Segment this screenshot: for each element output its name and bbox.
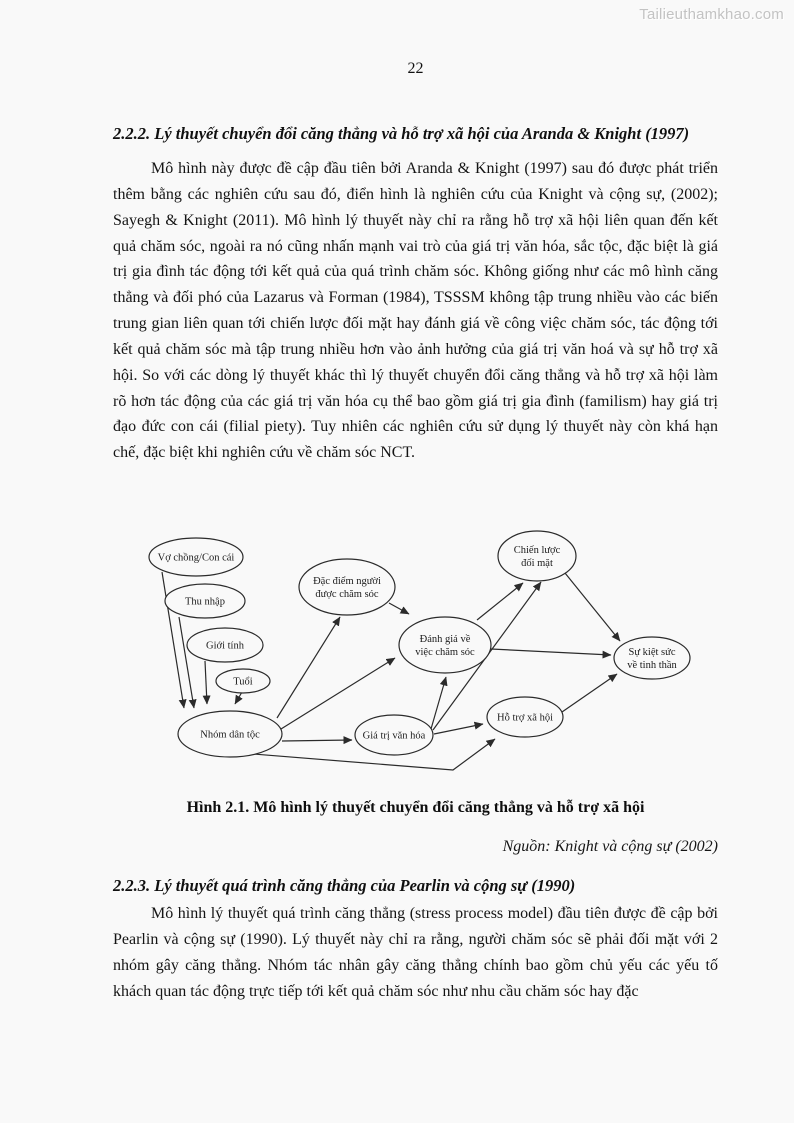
page-number: 22 — [407, 60, 424, 77]
node-ho-tro-xa-hoi — [487, 697, 563, 737]
node-label-tuoi: Tuổi — [233, 676, 253, 688]
node-tuoi — [216, 669, 270, 693]
node-label-ho-tro-xa-hoi: Hỗ trợ xã hội — [496, 712, 554, 724]
edge-ho-tro-to-su-kiet-suc — [562, 674, 617, 712]
node-nhom-dan-toc — [178, 711, 282, 757]
section-2-2-2 — [113, 120, 718, 466]
edge-danh-gia-to-chien-luoc — [477, 583, 523, 620]
node-label-vo-chong-con-cai: Vợ chồng/Con cái — [157, 552, 235, 564]
edge-gia-tri-to-danh-gia — [431, 677, 446, 729]
watermark: Tailieuthamkhao.com — [639, 6, 784, 23]
section-2-2-3-heading: 2.2.3. Lý thuyết quá trình căng thẳng của Pearlin và cộng sự (1990) — [113, 876, 576, 895]
section-2-2-2-heading: 2.2.2. Lý thuyết chuyển đổi căng thẳng và hỗ trợ xã hội của Aranda & Knight (1997) — [113, 124, 690, 143]
node-danh-gia-ve-viec-cham-soc — [399, 617, 491, 673]
edge-gia-tri-to-ho-tro — [434, 724, 483, 734]
diagram-nodes — [149, 531, 690, 757]
edge-gioi-tinh-to-nhom-dan-toc — [205, 661, 207, 704]
node-su-kiet-suc-ve-tinh-than — [614, 637, 690, 679]
node-thu-nhap — [165, 584, 245, 618]
edge-nhom-dan-toc-to-dac-diem — [277, 617, 340, 718]
node-label-gioi-tinh: Giới tính — [206, 640, 244, 652]
node-label-thu-nhap: Thu nhập — [185, 596, 225, 608]
section-2-2-2-paragraph: Mô hình này được đề cập đầu tiên bởi Aranda & Knight (1997) sau đó được phát triển thêm bằng các nghiên cứu sau đó, điển hình là nghiên cứu của Knight và cộng sự, (2002); Sayegh & Knight (2011). Mô hình lý thuyết này chỉ ra rằng hỗ trợ xã hội liên quan đến kết quả chăm sóc, ngoài ra nó cũng nhấn mạnh vai trò của giá trị văn hóa, sắc tộc, đặc biệt là giá trị gia đình tác động tới kết quả của quá trình chăm sóc. Không giống như các mô hình căng thẳng và đối phó của Lazarus và Forman (1984), TSSSM không tập trung nhiều vào các biến trung gian liên quan tới chiến lược đối mặt hay đánh giá về công việc chăm sóc, tác động tới kết quả chăm sóc mà tập trung nhiều hơn vào ảnh hưởng của giá trị văn hoá và sự hỗ trợ xã hội. So với các dòng lý thuyết khác thì lý thuyết chuyển đổi căng thẳng và hỗ trợ xã hội làm rõ hơn tác động của các giá trị văn hóa cụ thể bao gồm giá trị gia đình (familism) hay giá trị đạo đức con cái (filial piety). Tuy nhiên các nghiên cứu sử dụng lý thuyết này còn khá hạn chế, đặc biệt khi nghiên cứu về chăm sóc NCT. — [113, 160, 718, 462]
node-chien-luoc-doi-mat — [498, 531, 576, 581]
node-label-gia-tri-van-hoa: Giá trị văn hóa — [362, 730, 426, 742]
edge-dac-diem-to-danh-gia — [389, 603, 409, 614]
edge-tuoi-to-nhom-dan-toc — [235, 692, 242, 704]
node-label-nhom-dan-toc: Nhóm dân tộc — [200, 729, 260, 741]
figure-2-1-diagram — [145, 525, 703, 785]
edge-nhom-dan-toc-to-gia-tri — [282, 740, 352, 741]
section-2-2-3-paragraph: Mô hình lý thuyết quá trình căng thẳng (stress process model) đầu tiên được đề cập bởi Pearlin và cộng sự (1990). Lý thuyết này chỉ ra rằng, người chăm sóc sẽ phải đối mặt với 2 nhóm gây căng thẳng. Nhóm tác nhân gây căng thẳng chính bao gồm chủ yếu các yếu tố khách quan tác động trực tiếp tới kết quả chăm sóc như nhu cầu chăm sóc hay đặc — [113, 905, 718, 1000]
node-label-chien-luoc-doi-mat: Chiến lược đối mặt — [513, 545, 561, 569]
figure-caption: Hình 2.1. Mô hình lý thuyết chuyển đổi căng thẳng và hỗ trợ xã hội — [186, 799, 645, 816]
node-label-dac-diem-nguoi-duoc-cham-soc: Đặc điểm người được chăm sóc — [313, 576, 381, 600]
node-dac-diem-nguoi-duoc-cham-soc — [299, 559, 395, 615]
node-gia-tri-van-hoa — [355, 715, 433, 755]
node-label-danh-gia-ve-viec-cham-soc: Đánh giá về việc chăm sóc — [415, 634, 475, 658]
node-label-su-kiet-suc-ve-tinh-than: Sự kiệt sức về tinh thần — [627, 647, 677, 671]
edge-danh-gia-to-su-kiet-suc — [491, 649, 611, 655]
node-vo-chong-con-cai — [149, 538, 243, 576]
edge-chien-luoc-to-su-kiet-suc — [565, 573, 620, 641]
node-gioi-tinh — [187, 628, 263, 662]
figure-source: Nguồn: Knight và cộng sự (2002) — [502, 838, 718, 855]
figure-caption-and-section-2-2-3 — [113, 795, 718, 1004]
